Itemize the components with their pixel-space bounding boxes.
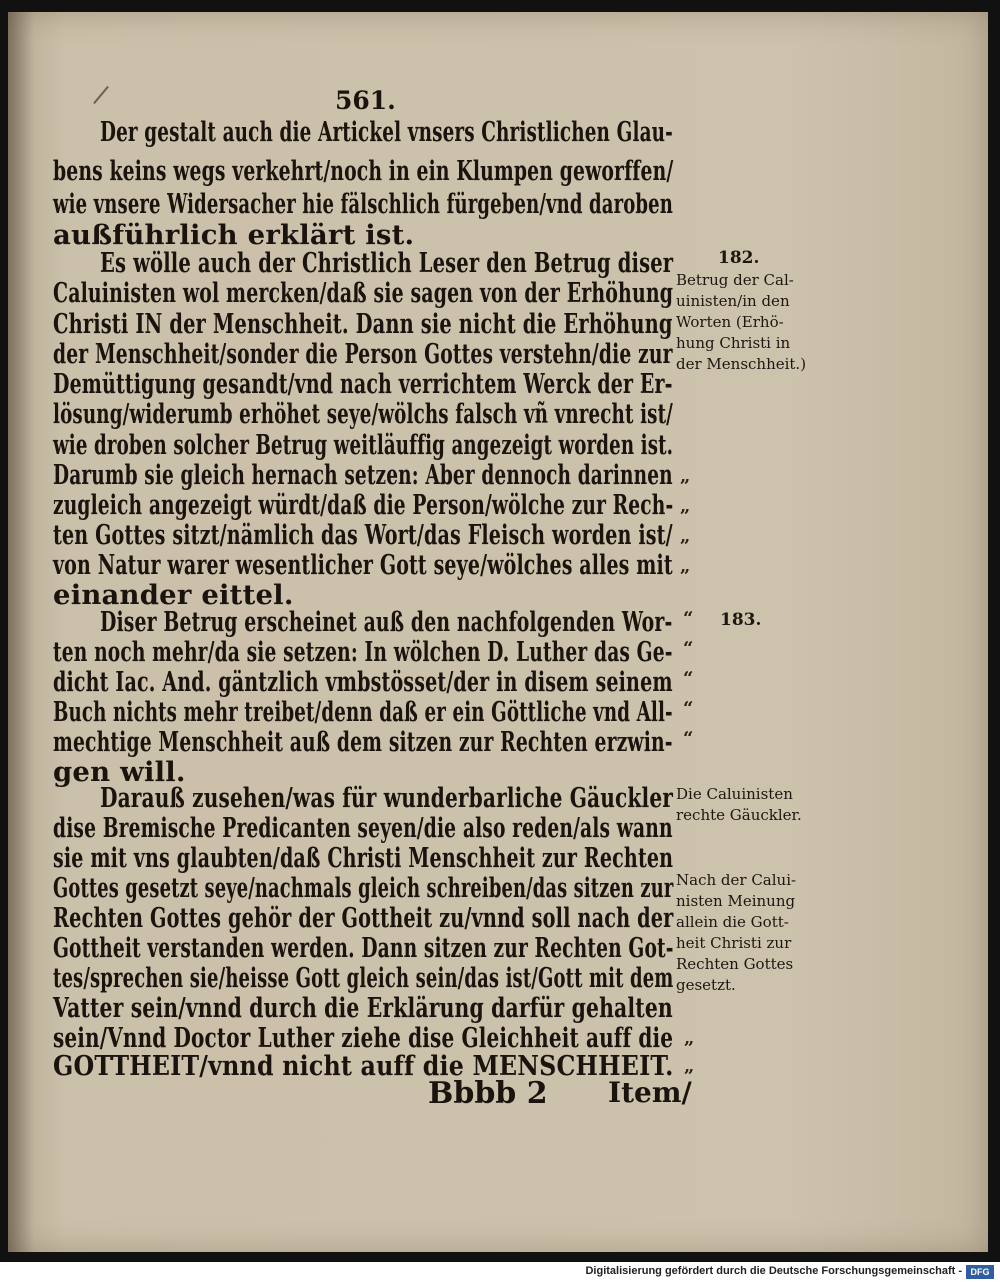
quote-mark: “: [683, 728, 694, 749]
margin-note-line: rechte Gäuckler.: [676, 806, 802, 824]
page-number: 561.: [335, 86, 396, 115]
gutter-shadow: [8, 12, 34, 1252]
text-line: wie vnsere Widersacher hie fälschlich fürgeben/vnd daroben: [53, 188, 674, 220]
text-line: sein/Vnnd Doctor Luther ziehe dise Gleichheit auff die: [53, 1022, 674, 1054]
margin-note-line: Worten (Erhö-: [676, 313, 784, 331]
quote-mark: “: [683, 638, 694, 659]
text-line: ten Gottes sitzt/nämlich das Wort/das Fleisch worden ist/: [53, 519, 673, 551]
quote-mark: “: [683, 608, 694, 629]
text-line: der Menschheit/sonder die Person Gottes verstehn/die zur: [53, 338, 673, 370]
margin-note: [676, 870, 796, 996]
margin-note-line: Betrug der Cal-: [676, 271, 794, 289]
margin-note-line: der Menschheit.): [676, 355, 807, 373]
text-line: wie droben solcher Betrug weitläuffig angezeigt worden ist.: [53, 429, 674, 461]
margin-note-line: heit Christi zur: [676, 934, 792, 952]
margin-note-number: 183.: [720, 610, 762, 630]
text-line: von Natur warer wesentlicher Gott seye/wölches alles mit: [53, 549, 673, 581]
quote-mark: “: [683, 698, 694, 719]
text-line: Christi IN der Menschheit. Dann sie nicht die Erhöhung: [53, 308, 673, 340]
margin-note-number: 182.: [718, 248, 760, 268]
text-line: außführlich erklärt ist.: [53, 219, 415, 251]
margin-note: [676, 784, 802, 826]
text-line: Darauß zusehen/was für wunderbarliche Gäuckler: [100, 782, 674, 814]
text-line: Caluinisten wol mercken/daß sie sagen von der Erhöhung: [53, 277, 674, 309]
text-line: Darumb sie gleich hernach setzen: Aber dennoch darinnen: [53, 459, 673, 491]
footer-bar: [0, 1262, 1000, 1282]
margin-note-line: Rechten Gottes: [676, 955, 794, 973]
text-line: Gottheit verstanden werden. Dann sitzen zur Rechten Got-: [53, 932, 674, 964]
catchword: Item/: [608, 1076, 692, 1109]
text-line: bens keins wegs verkehrt/noch in ein Klumpen geworffen/: [53, 155, 674, 187]
text-line: Es wölle auch der Christlich Leser den Betrug diser: [100, 247, 674, 279]
text-line: Gottes gesetzt seye/nachmals gleich schreiben/das sitzen zur: [53, 872, 674, 904]
text-line: Rechten Gottes gehör der Gottheit zu/vnnd soll nach der: [53, 902, 674, 934]
text-line: Diser Betrug erscheinet auß den nachfolgenden Wor-: [100, 606, 673, 638]
text-line: Demüttigung gesandt/vnd nach verrichtem Werck der Er-: [53, 368, 673, 400]
margin-note-line: hung Christi in: [676, 334, 791, 352]
text-line: ten noch mehr/da sie setzen: In wölchen D. Luther das Ge-: [53, 636, 673, 668]
quote-mark: „: [680, 556, 691, 577]
text-line: Buch nichts mehr treibet/denn daß er ein Göttliche vnd All-: [53, 696, 673, 728]
quote-mark: „: [684, 1028, 695, 1049]
margin-note-line: Die Caluinisten: [676, 785, 793, 803]
margin-note-line: nisten Meinung: [676, 892, 796, 910]
margin-note-line: allein die Gott-: [676, 913, 789, 931]
quote-mark: “: [683, 668, 694, 689]
margin-note-line: gesetzt.: [676, 976, 736, 994]
margin-note-line: uinisten/in den: [676, 292, 790, 310]
text-line: Der gestalt auch die Artickel vnsers Christlichen Glau-: [100, 116, 673, 148]
text-line: sie mit vns glaubten/daß Christi Menschheit zur Rechten: [53, 842, 674, 874]
margin-note-line: Nach der Calui-: [676, 871, 797, 889]
footer-text: Digitalisierung gefördert durch die Deutsche Forschungsgemeinschaft -: [585, 1265, 962, 1277]
quote-mark: „: [684, 1056, 695, 1077]
text-line: lösung/widerumb erhöhet seye/wölchs falsch vñ vnrecht ist/: [53, 398, 673, 430]
quote-mark: „: [680, 526, 691, 547]
quote-mark: „: [680, 496, 691, 517]
text-line: dicht Iac. And. gäntzlich vmbstösset/der in disem seinem: [53, 666, 673, 698]
book-page: [8, 12, 988, 1252]
text-line: Vatter sein/vnnd durch die Erklärung darfür gehalten: [53, 992, 673, 1024]
pencil-mark: [93, 86, 109, 104]
text-line: dise Bremische Predicanten seyen/die also reden/als wann: [53, 812, 673, 844]
text-line: einander eittel.: [53, 579, 294, 611]
text-line: mechtige Menschheit auß dem sitzen zur Rechten erzwin-: [53, 726, 673, 758]
margin-note: [676, 270, 806, 375]
dfg-logo: DFG: [966, 1265, 994, 1279]
text-line: GOTTHEIT/vnnd nicht auff die MENSCHHEIT.: [53, 1050, 674, 1082]
text-line: gen will.: [53, 756, 186, 788]
signature-mark: Bbbb 2: [428, 1076, 548, 1111]
quote-mark: „: [680, 466, 691, 487]
text-line: tes/sprechen sie/heisse Gott gleich sein/das ist/Gott mit dem: [53, 962, 674, 994]
text-line: zugleich angezeigt würdt/daß die Person/wölche zur Rech-: [53, 489, 674, 521]
